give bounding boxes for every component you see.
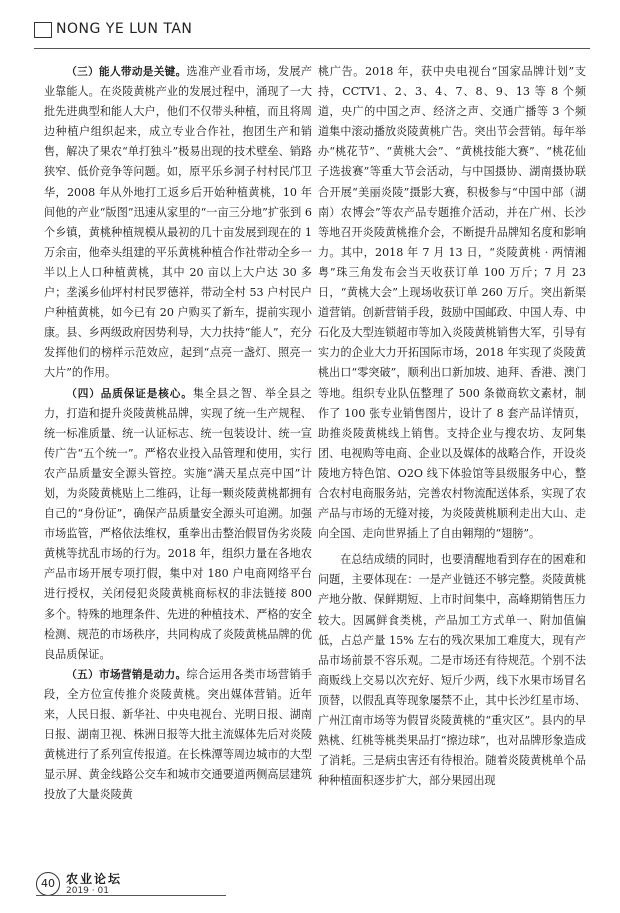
paragraph-marketing <box>44 665 312 806</box>
page-footer <box>36 868 236 908</box>
left-column <box>44 62 312 858</box>
header-divider <box>34 48 590 49</box>
section-heading-3: （三）能人带动是关键。 <box>66 66 187 78</box>
right-column <box>318 62 586 858</box>
paragraph-quality <box>44 384 312 665</box>
section-heading-5: （五）市场营销是动力。 <box>66 668 187 681</box>
section-heading-4: （四）品质保证是核心。 <box>66 387 193 400</box>
header-square-icon <box>34 22 52 38</box>
paragraph-text: 集全县之智、举全县之力，打造和提升炎陵黄桃品牌，实现了统一生产规程、统一标准质量、统一认证标志、统一包装设计、统一宣传广告“五个统一”。严格农业投入品管理和使用，实行农产品质量安全源头管控。实施“满天星点亮中国”计划，为炎陵黄桃贴上二维码，让每一颗炎陵黄桃都拥有自己的“身份证”，确保产品质量安全源头可追溯。加强市场监管，严格依法维权，重拳出击整治假冒伪劣炎陵黄桃等扰乱市场的行为。2018 年，组织力量在各地农产品市场开展专项打假，集中对 180 户电商网络平台进行授权，关闭侵犯炎陵黄桃商标权的非法链接 800 多个。特殊的地理条件、先进的种植技术、严格的安全检测、规范的市场秩序，共同构成了炎陵黄桃品牌的优良品质保证。 <box>44 386 312 661</box>
paragraph-text: 综合运用各类市场营销手段，全方位宣传推介炎陵黄桃。突出媒体营销。近年来，人民日报、新华社、中央电视台、光明日报、湖南日报、湖南卫视、株洲日报等大批主流媒体先后对炎陵黄桃进行了系列宣传报道。在长株潭等周边城市的大型显示屏、黄金线路公交车和城市交通要道两侧高层建筑投放了大量炎陵黄 <box>44 667 312 802</box>
issue-number: 2019 · 01 <box>66 886 109 896</box>
paragraph-capable-people <box>44 62 312 384</box>
running-header <box>34 18 590 42</box>
paragraph-problems: 在总结成绩的同时，也要清醒地看到存在的困难和问题，主要体现在：一是产业链还不够完整。炎陵黄桃产地分散、保鲜期短、上市时间集中，高峰期销售压力较大。因属鲜食类桃，产品加工方式单一、附加值偏低，占总产量 15% 左右的残次果加工难度大，现有产品市场前景不容乐观。二是市场还有待规范。个别不法商贩线上交易以次充好、短斤少两，线下水果市场冒名顶替，以假乱真等现象屡禁不止，其中长沙红星市场、广州江南市场等为假冒炎陵黄桃的“重灾区”。县内的早熟桃、红桃等桃类果品打“擦边球”，也对品牌形象造成了消耗。三是病虫害还有待根治。随着炎陵黄桃单个品种种植面积逐步扩大，部分果园出现 <box>318 553 586 788</box>
paragraph-marketing-continued: 桃广告。2018 年，获中央电视台“国家品牌计划”支持，CCTV1、2、3、4、7、8、9、13 等 8 个频道，央广的中国之声、经济之声、交通广播等 3 个频道集中滚动播放炎陵黄桃广告。突出节会营销。每年举办“桃花节”、“黄桃大会”、“黄桃技能大赛”、“桃花仙子选拔赛”等重大节会活动，与中国摄协、湖南摄协联合开展“美丽炎陵”摄影大赛，积极参与“中国中部（湖南）农博会”等农产品专题推介活动，并在广州、长沙等地召开炎陵黄桃推介会，不断提升品牌知名度和影响力。其中，2018 年 7 月 13 日，“炎陵黄桃 · 两情湘粤”珠三角发布会当天收获订单 100 万斤；7 月 23 日，“黄桃大会”上现场收获订单 260 万斤。突出新渠道营销。创新营销手段，鼓励中国邮政、中国人寿、中石化及大型连锁超市等加入炎陵黄桃销售大军，引导有实力的企业大力开拓国际市场，2018 年实现了炎陵黄桃出口“零突破”，顺利出口新加坡、迪拜、香港、澳门等地。组织专业队伍整理了 500 条微商软文素材，制作了 100 张专业销售图片，设计了 8 套产品详情页，助推炎陵黄桃线上销售。支持企业与搜农坊、友阿集团、电视购等电商、企业以及媒体的战略合作，开设炎陵地方特色馆、O2O 线下体验馆等县级服务中心，整合农村电商服务站，完善农村物流配送体系，实现了农产品与市场的无缝对接，为炎陵黄桃顺利走出大山、走向全国、走向世界插上了自由翱翔的“翅膀”。 <box>318 65 586 541</box>
paragraph-text: 选准产业看市场，发展产业靠能人。在炎陵黄桃产业的发展过程中，涌现了一大批先进典型和能人大户，他们不仅带头种植，而且将周边种植户组织起来，成立专业合作社，抱团生产和销售，解决了果农“单打独斗”极易出现的技术壁垒、销路狭窄、低价竞争等问题。如，原平乐乡洞子村村民邝卫华，2008 年从外地打工返乡后开始种植黄桃，10 年间他的产业“版图”迅速从家里的“一亩三分地”扩张到 6 个乡镇，黄桃种植规模从最初的几十亩发展到现在的 1 万余亩，他牵头组建的平乐黄桃种植合作社带动全乡一半以上人口种植黄桃，其中 20 亩以上大户达 30 多户；垄溪乡仙坪村村民罗德祥，带动全村 53 户村民户户种植黄桃，如今已有 20 户购买了新车，提前实现小康。县、乡两级政府因势利导，大力扶持“能人”，充分发挥他们的榜样示范效应，起到“点亮一盏灯、照亮一大片”的作用。 <box>44 65 312 380</box>
journal-title: NONG YE LUN TAN <box>56 21 193 37</box>
page-number: 40 <box>36 872 60 896</box>
magazine-name: 农业论坛 <box>66 872 123 886</box>
footer-divider <box>36 895 226 896</box>
